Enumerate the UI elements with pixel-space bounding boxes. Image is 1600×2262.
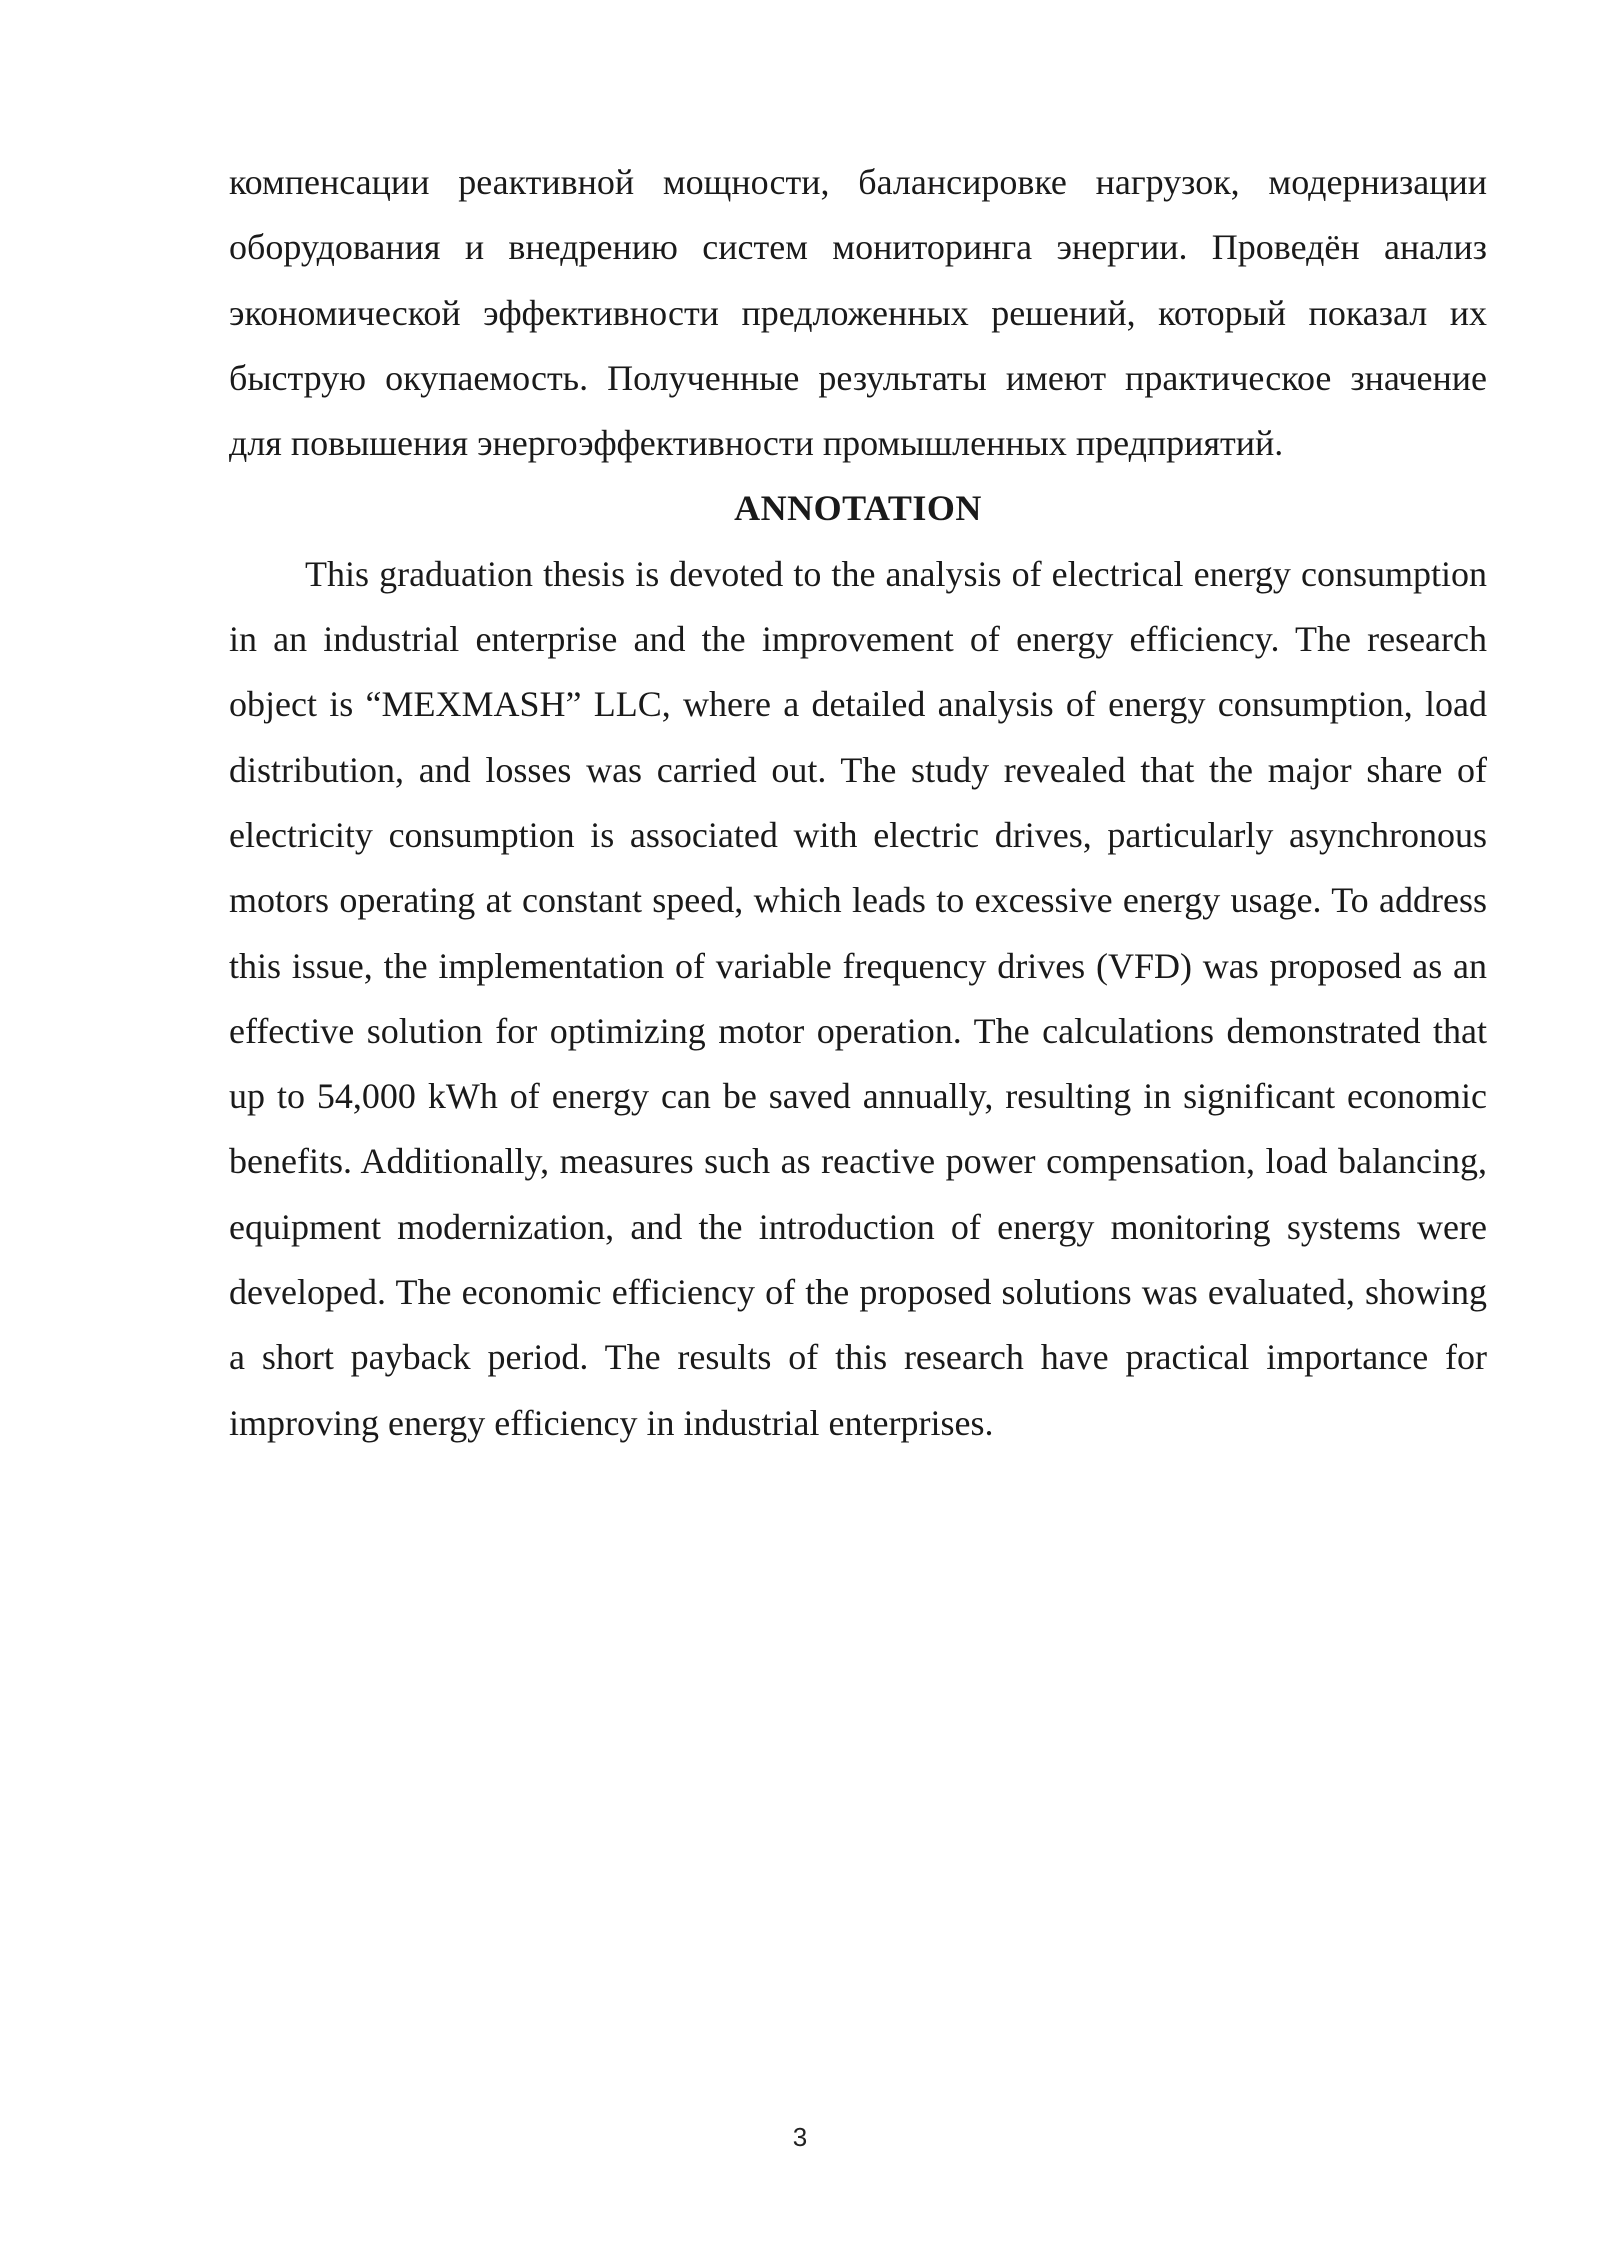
annotation-heading: ANNOTATION [734, 488, 982, 529]
russian-summary-paragraph: компенсации реактивной мощности, балансировке нагрузок, модернизации оборудования и внедрению систем мониторинга энергии. Проведён анализ экономической эффективности предложенных решений, который показал их быструю окупаемость. Полученные результаты имеют практическое значение для повышения энергоэффективности промышленных предприятий. [229, 162, 1487, 464]
page-number: 3 [792, 2122, 808, 2152]
annotation-paragraph: This graduation thesis is devoted to the analysis of electrical energy consumption in an industrial enterprise and the improvement of energy efficiency. The research object is “MEXMASH” LLC, where a detailed analysis of energy consumption, load distribution, and losses was carried out. The study revealed that the major share of electricity consumption is associated with electric drives, particularly asynchronous motors operating at constant speed, which leads to excessive energy usage. To address this issue, the implementation of variable frequency drives (VFD) was proposed as an effective solution for optimizing motor operation. The calculations demonstrated that up to 54,000 kWh of energy can be saved annually, resulting in significant economic benefits. Additionally, measures such as reactive power compensation, load balancing, equipment modernization, and the introduction of energy monitoring systems were developed. The economic efficiency of the proposed solutions was evaluated, showing a short payback period. The results of this research have practical importance for improving energy efficiency in industrial enterprises. [229, 553, 1487, 1443]
body-text [229, 150, 1487, 1456]
